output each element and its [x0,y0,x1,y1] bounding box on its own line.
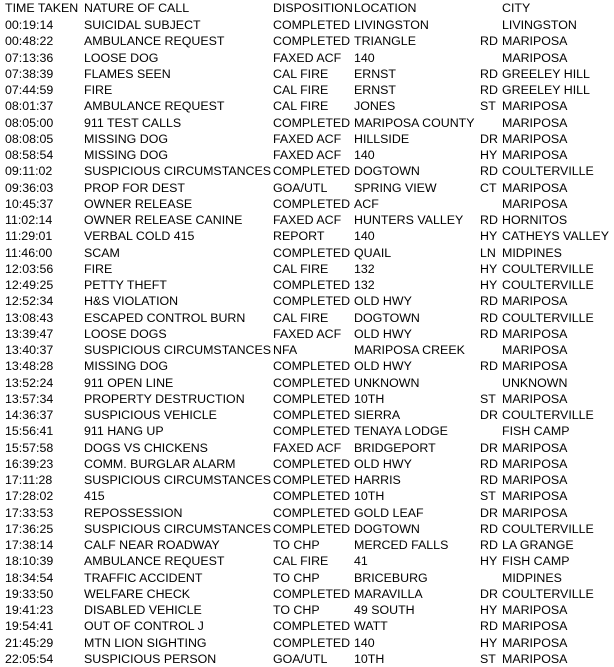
table-row [0,342,614,358]
table-row [0,261,614,277]
table-row [0,505,614,521]
time-taken-cell: 13:52:24 [5,375,54,390]
time-taken-cell: 00:48:22 [5,34,54,49]
table-row [0,115,614,131]
nature-of-call-cell: ESCAPED CONTROL BURN [84,310,246,325]
nature-of-call-cell: DOGS VS CHICKENS [84,440,208,455]
street-suffix-cell: RD [480,294,498,309]
city-cell: COULTERVILLE [502,521,594,536]
city-cell: MARIPOSA [502,651,568,666]
location-cell: TENAYA LODGE [354,424,448,439]
table-row [0,586,614,602]
nature-of-call-cell: VERBAL COLD 415 [84,229,195,244]
table-row [0,488,614,504]
table-row [0,358,614,374]
time-taken-cell: 12:52:34 [5,294,54,309]
disposition-cell: FAXED ACF [273,326,342,341]
city-cell: GREELEY HILL [502,83,590,97]
disposition-cell: COMPLETED [273,586,351,601]
city-cell: MARIPOSA [502,473,568,487]
location-cell: 41 [354,554,368,569]
nature-of-call-cell: FLAMES SEEN [84,66,171,81]
location-cell: DOGTOWN [354,310,420,325]
city-cell: MARIPOSA [502,440,568,455]
nature-of-call-cell: SUSPICIOUS CIRCUMSTANCES [84,343,272,357]
time-taken-cell: 17:28:02 [5,489,54,504]
location-cell: OLD HWY [354,359,412,374]
city-cell: LIVINGSTON [502,18,577,32]
table-row [0,553,614,569]
time-taken-cell: 12:03:56 [5,261,54,276]
location-cell: WATT [354,619,388,634]
street-suffix-cell: ST [480,99,496,114]
city-cell: MARIPOSA [502,294,568,309]
city-cell: MARIPOSA [502,619,568,634]
table-row [0,472,614,488]
nature-of-call-cell: LOOSE DOGS [84,326,167,341]
location-cell: BRIDGEPORT [354,440,436,455]
disposition-cell: COMPLETED [273,375,351,390]
table-row [0,131,614,147]
city-cell: HORNITOS [502,213,568,227]
disposition-cell: COMPLETED [273,408,351,422]
street-suffix-cell: ST [480,651,496,666]
location-cell: MARIPOSA CREEK [354,343,465,357]
table-row [0,456,614,472]
disposition-cell: CAL FIRE [273,83,329,97]
table-row [0,180,614,196]
city-cell: MARIPOSA [502,505,568,520]
location-cell: HILLSIDE [354,131,410,146]
table-row [0,423,614,439]
nature-of-call-cell: MTN LION SIGHTING [84,635,207,650]
time-taken-cell: 07:38:39 [5,66,54,81]
location-cell: 10TH [354,489,385,504]
time-taken-cell: 08:01:37 [5,99,54,114]
city-cell: COULTERVILLE [502,164,594,179]
city-cell: LA GRANGE [502,538,574,552]
location-cell: MERCED FALLS [354,538,449,552]
location-cell: DOGTOWN [354,164,420,179]
disposition-cell: CAL FIRE [273,99,329,114]
time-taken-cell: 13:48:28 [5,359,54,374]
time-taken-cell: 21:45:29 [5,635,54,650]
street-suffix-cell: RD [480,310,498,325]
table-row [0,33,614,49]
nature-of-call-cell: PROPERTY DESTRUCTION [84,391,245,406]
street-suffix-cell: RD [480,456,498,471]
disposition-cell: COMPLETED [273,164,351,179]
disposition-cell: COMPLETED [273,391,351,406]
city-cell: MARIPOSA [502,50,568,65]
table-row [0,163,614,179]
city-cell: MARIPOSA [502,34,568,49]
city-cell: MARIPOSA [502,391,568,406]
header-time-taken: TIME TAKEN [5,1,79,15]
street-suffix-cell: HY [480,554,498,569]
header-city: CITY [502,1,531,15]
location-cell: SIERRA [354,408,401,422]
street-suffix-cell: HY [480,603,498,617]
location-cell: DOGTOWN [354,521,420,536]
city-cell: COULTERVILLE [502,586,594,601]
street-suffix-cell: DR [480,440,498,455]
nature-of-call-cell: LOOSE DOG [84,50,159,65]
log-rows [0,17,614,667]
city-cell: MARIPOSA [502,196,568,211]
city-cell: FISH CAMP [502,424,570,439]
street-suffix-cell: HY [480,229,498,244]
table-row [0,407,614,423]
street-suffix-cell: HY [480,261,498,276]
time-taken-cell: 13:57:34 [5,391,54,406]
nature-of-call-cell: 911 TEST CALLS [84,115,182,130]
time-taken-cell: 17:36:25 [5,521,54,536]
disposition-cell: COMPLETED [273,294,351,309]
city-cell: MARIPOSA [502,131,568,146]
disposition-cell: COMPLETED [273,278,351,292]
location-cell: 132 [354,261,375,276]
nature-of-call-cell: COMM. BURGLAR ALARM [84,456,236,471]
nature-of-call-cell: WELFARE CHECK [84,586,191,601]
city-cell: MARIPOSA [502,456,568,471]
time-taken-cell: 19:54:41 [5,619,54,634]
disposition-cell: CAL FIRE [273,261,329,276]
header-disposition: DISPOSITION [273,1,353,15]
time-taken-cell: 14:36:37 [5,408,54,422]
table-row [0,310,614,326]
location-cell: 10TH [354,651,385,666]
street-suffix-cell: RD [480,538,498,552]
time-taken-cell: 09:36:03 [5,180,54,195]
city-cell: COULTERVILLE [502,310,594,325]
time-taken-cell: 18:34:54 [5,570,54,585]
disposition-cell: COMPLETED [273,505,351,520]
location-cell: MARAVILLA [354,586,423,601]
location-cell: BRICEBURG [354,570,428,585]
table-row [0,537,614,553]
location-cell: UNKNOWN [354,375,420,390]
disposition-cell: FAXED ACF [273,213,342,227]
header-location: LOCATION [354,1,417,15]
time-taken-cell: 17:38:14 [5,538,54,552]
street-suffix-cell: RD [480,34,498,49]
city-cell: MARIPOSA [502,635,568,650]
disposition-cell: FAXED ACF [273,148,342,162]
nature-of-call-cell: SUSPICIOUS VEHICLE [84,408,217,422]
nature-of-call-cell: SUICIDAL SUBJECT [84,18,201,32]
street-suffix-cell: RD [480,521,498,536]
nature-of-call-cell: PROP FOR DEST [84,180,185,195]
street-suffix-cell: CT [480,180,497,195]
nature-of-call-cell: MISSING DOG [84,131,168,146]
city-cell: MARIPOSA [502,326,568,341]
disposition-cell: REPORT [273,229,325,244]
nature-of-call-cell: OWNER RELEASE [84,196,193,211]
disposition-cell: COMPLETED [273,245,351,260]
table-row [0,293,614,309]
disposition-cell: COMPLETED [273,18,351,32]
city-cell: MIDPINES [502,245,562,260]
time-taken-cell: 00:19:14 [5,18,54,32]
table-row [0,635,614,651]
nature-of-call-cell: DISABLED VEHICLE [84,603,202,617]
street-suffix-cell: DR [480,586,498,601]
location-cell: ERNST [354,83,396,97]
disposition-cell: TO CHP [273,603,320,617]
table-row [0,375,614,391]
nature-of-call-cell: OUT OF CONTROL J [84,619,204,634]
time-taken-cell: 11:02:14 [5,213,53,227]
location-cell: 140 [354,229,375,244]
city-cell: FISH CAMP [502,554,570,569]
time-taken-cell: 15:56:41 [5,424,54,439]
table-row [0,17,614,33]
table-row [0,196,614,212]
street-suffix-cell: RD [480,326,498,341]
disposition-cell: CAL FIRE [273,310,329,325]
location-cell: 49 SOUTH [354,603,415,617]
nature-of-call-cell: REPOSSESSION [84,505,183,520]
street-suffix-cell: DR [480,131,498,146]
table-row [0,326,614,342]
table-row [0,602,614,618]
location-cell: 140 [354,148,375,162]
time-taken-cell: 13:40:37 [5,343,54,357]
location-cell: 140 [354,635,375,650]
disposition-cell: NFA [273,343,298,357]
time-taken-cell: 12:49:25 [5,278,54,292]
location-cell: 10TH [354,391,385,406]
city-cell: MARIPOSA [502,489,568,504]
disposition-cell: COMPLETED [273,34,351,49]
time-taken-cell: 17:11:28 [5,473,53,487]
table-row [0,521,614,537]
city-cell: UNKNOWN [502,375,568,390]
disposition-cell: COMPLETED [273,359,351,374]
disposition-cell: CAL FIRE [273,554,329,569]
location-cell: 132 [354,278,375,292]
time-taken-cell: 10:45:37 [5,196,54,211]
table-row [0,212,614,228]
nature-of-call-cell: TRAFFIC ACCIDENT [84,570,203,585]
street-suffix-cell: RD [480,473,498,487]
table-row [0,618,614,634]
time-taken-cell: 22:05:54 [5,651,54,666]
location-cell: ERNST [354,66,396,81]
time-taken-cell: 15:57:58 [5,440,54,455]
street-suffix-cell: LN [480,245,496,260]
time-taken-cell: 11:29:01 [5,229,53,244]
disposition-cell: COMPLETED [273,196,351,211]
disposition-cell: GOA/UTL [273,180,328,195]
city-cell: MIDPINES [502,570,562,585]
nature-of-call-cell: AMBULANCE REQUEST [84,554,225,569]
disposition-cell: TO CHP [273,538,320,552]
table-row [0,245,614,261]
nature-of-call-cell: SUSPICIOUS CIRCUMSTANCES [84,164,272,179]
location-cell: MARIPOSA COUNTY [354,115,475,130]
time-taken-cell: 19:41:23 [5,603,54,617]
nature-of-call-cell: AMBULANCE REQUEST [84,99,225,114]
disposition-cell: TO CHP [273,570,320,585]
time-taken-cell: 17:33:53 [5,505,54,520]
nature-of-call-cell: AMBULANCE REQUEST [84,34,225,49]
nature-of-call-cell: 911 HANG UP [84,424,164,439]
disposition-cell: COMPLETED [273,521,351,536]
street-suffix-cell: RD [480,164,498,179]
disposition-cell: COMPLETED [273,115,351,130]
disposition-cell: GOA/UTL [273,651,328,666]
time-taken-cell: 13:08:43 [5,310,54,325]
city-cell: MARIPOSA [502,180,568,195]
location-cell: TRIANGLE [354,34,416,49]
table-row [0,570,614,586]
disposition-cell: CAL FIRE [273,66,329,81]
street-suffix-cell: RD [480,359,498,374]
table-row [0,440,614,456]
time-taken-cell: 07:13:36 [5,50,54,65]
nature-of-call-cell: CALF NEAR ROADWAY [84,538,220,552]
header-nature-of-call: NATURE OF CALL [84,1,190,15]
city-cell: COULTERVILLE [502,261,594,276]
nature-of-call-cell: SUSPICIOUS CIRCUMSTANCES [84,473,272,487]
header-row [0,0,614,17]
disposition-cell: COMPLETED [273,489,351,504]
nature-of-call-cell: H&S VIOLATION [84,294,179,309]
city-cell: CATHEYS VALLEY [502,229,609,244]
time-taken-cell: 08:05:00 [5,115,54,130]
street-suffix-cell: HY [480,635,498,650]
location-cell: GOLD LEAF [354,505,424,520]
location-cell: HUNTERS VALLEY [354,213,464,227]
nature-of-call-cell: 415 [84,489,105,504]
disposition-cell: COMPLETED [273,635,351,650]
street-suffix-cell: HY [480,148,498,162]
location-cell: ACF [354,196,379,211]
table-row [0,277,614,293]
location-cell: OLD HWY [354,456,412,471]
disposition-cell: COMPLETED [273,619,351,634]
location-cell: OLD HWY [354,294,412,309]
street-suffix-cell: RD [480,619,498,634]
table-row [0,82,614,98]
disposition-cell: FAXED ACF [273,50,342,65]
table-row [0,228,614,244]
time-taken-cell: 11:46:00 [5,245,53,260]
street-suffix-cell: RD [480,66,498,81]
street-suffix-cell: HY [480,278,498,292]
nature-of-call-cell: MISSING DOG [84,148,168,162]
nature-of-call-cell: OWNER RELEASE CANINE [84,213,243,227]
city-cell: MARIPOSA [502,359,568,374]
table-row [0,147,614,163]
disposition-cell: COMPLETED [273,473,351,487]
nature-of-call-cell: 911 OPEN LINE [84,375,174,390]
nature-of-call-cell: FIRE [84,83,113,97]
table-row [0,391,614,407]
city-cell: MARIPOSA [502,115,568,130]
disposition-cell: FAXED ACF [273,131,342,146]
city-cell: MARIPOSA [502,343,568,357]
disposition-cell: COMPLETED [273,456,351,471]
location-cell: SPRING VIEW [354,180,437,195]
nature-of-call-cell: SUSPICIOUS CIRCUMSTANCES [84,521,272,536]
table-row [0,98,614,114]
street-suffix-cell: DR [480,408,498,422]
location-cell: JONES [354,99,396,114]
table-row [0,50,614,66]
street-suffix-cell: ST [480,391,496,406]
time-taken-cell: 07:44:59 [5,83,54,97]
disposition-cell: COMPLETED [273,424,351,439]
nature-of-call-cell: MISSING DOG [84,359,168,374]
city-cell: COULTERVILLE [502,408,594,422]
street-suffix-cell: RD [480,213,498,227]
disposition-cell: FAXED ACF [273,440,342,455]
time-taken-cell: 08:08:05 [5,131,54,146]
location-cell: QUAIL [354,245,392,260]
city-cell: GREELEY HILL [502,66,590,81]
street-suffix-cell: ST [480,489,496,504]
location-cell: OLD HWY [354,326,412,341]
nature-of-call-cell: PETTY THEFT [84,278,167,292]
time-taken-cell: 08:58:54 [5,148,54,162]
time-taken-cell: 13:39:47 [5,326,54,341]
location-cell: LIVINGSTON [354,18,429,32]
city-cell: MARIPOSA [502,603,568,617]
street-suffix-cell: DR [480,505,498,520]
table-row [0,66,614,82]
city-cell: MARIPOSA [502,148,568,162]
location-cell: 140 [354,50,375,65]
city-cell: COULTERVILLE [502,278,594,292]
location-cell: HARRIS [354,473,401,487]
nature-of-call-cell: FIRE [84,261,113,276]
nature-of-call-cell: SCAM [84,245,120,260]
time-taken-cell: 19:33:50 [5,586,54,601]
time-taken-cell: 16:39:23 [5,456,54,471]
time-taken-cell: 18:10:39 [5,554,54,569]
nature-of-call-cell: SUSPICIOUS PERSON [84,651,217,666]
street-suffix-cell: RD [480,83,498,97]
city-cell: MARIPOSA [502,99,568,114]
time-taken-cell: 09:11:02 [5,164,53,179]
